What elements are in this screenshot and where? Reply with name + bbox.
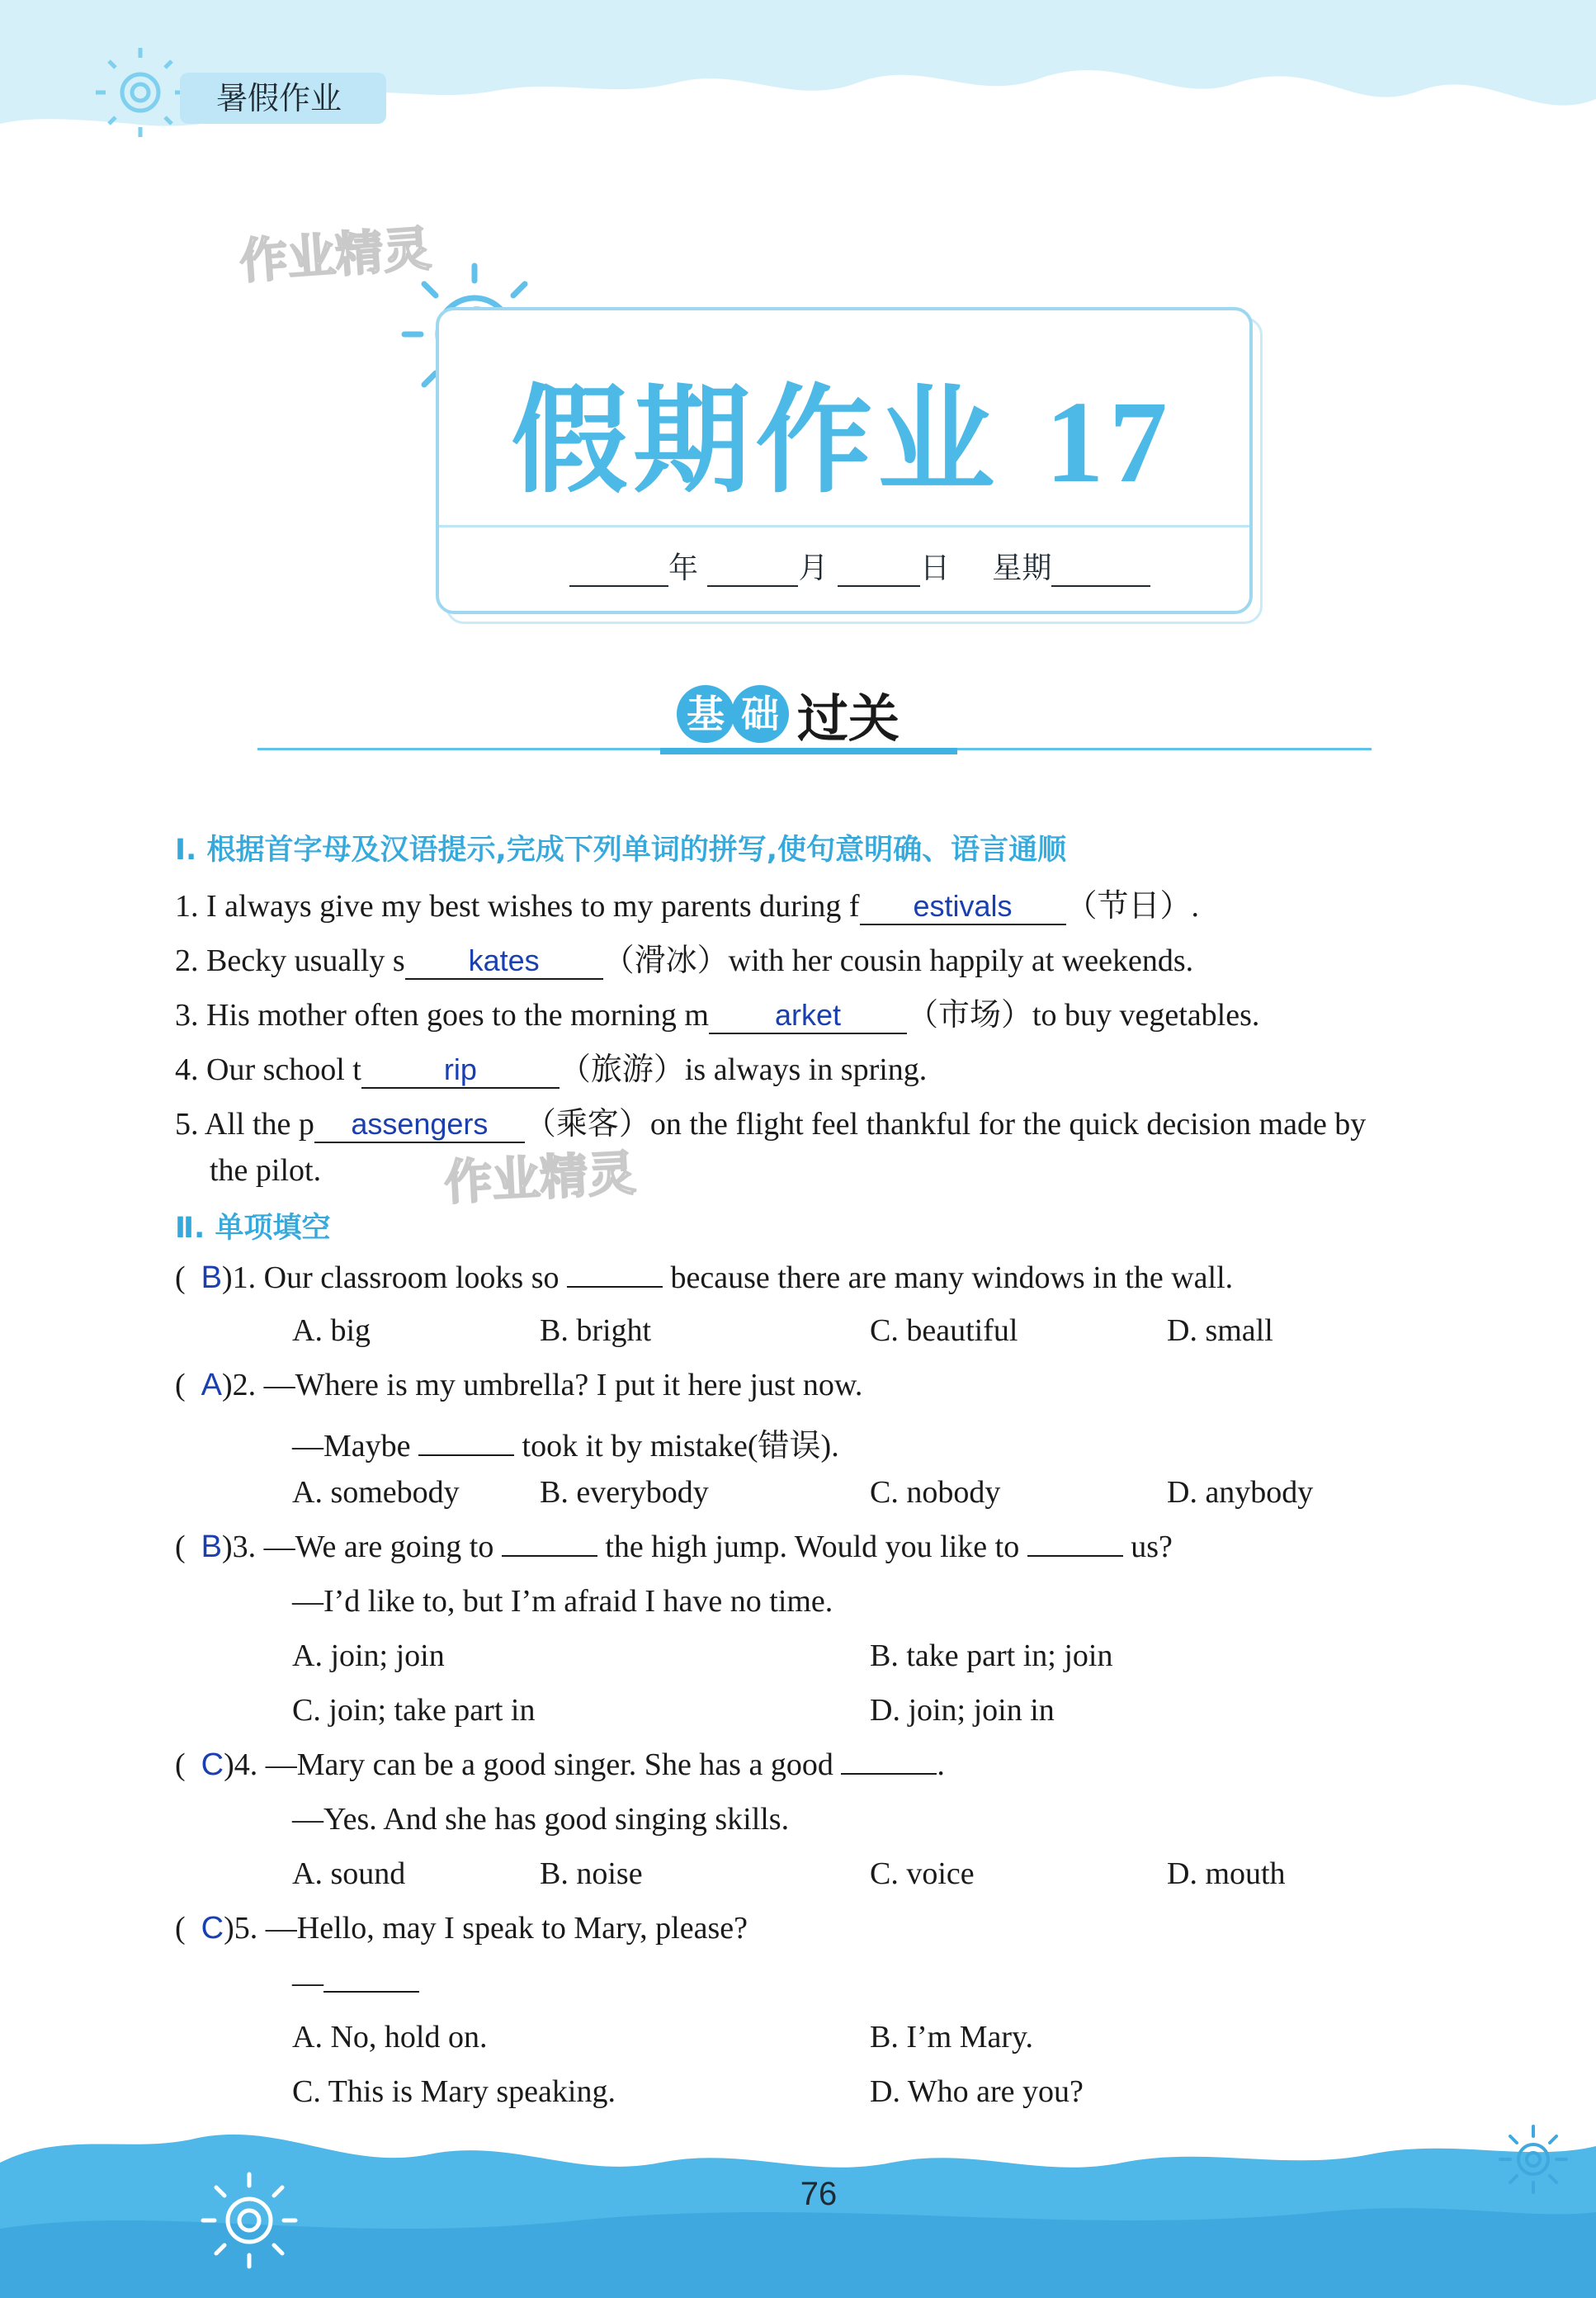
- answer-blank[interactable]: estivals: [860, 889, 1066, 925]
- option[interactable]: C. join; take part in: [292, 1693, 536, 1728]
- part1-item-5-cont: the pilot.: [210, 1153, 322, 1188]
- option[interactable]: D. anybody: [1167, 1475, 1314, 1510]
- option[interactable]: D. small: [1167, 1313, 1273, 1348]
- mc-question-5-line2: —: [292, 1965, 419, 2001]
- option[interactable]: C. This is Mary speaking.: [292, 2074, 616, 2109]
- mc-question-4: ( C)4. —Mary can be a good singer. She has a good .: [175, 1747, 945, 1782]
- section-circle-1: 基: [677, 685, 734, 743]
- option[interactable]: B. take part in; join: [870, 1638, 1113, 1673]
- option[interactable]: A. sound: [292, 1856, 406, 1891]
- part1-item-5: 5. All the p assengers （乘客）on the flight feel thankful for the quick decision made by: [175, 1107, 1367, 1142]
- day-label: 日: [919, 551, 950, 585]
- option[interactable]: D. mouth: [1167, 1856, 1286, 1891]
- watermark: 作业精灵: [442, 1144, 637, 1212]
- day-blank[interactable]: [838, 557, 920, 587]
- mc-answer[interactable]: B: [201, 1260, 223, 1295]
- option[interactable]: D. Who are you?: [870, 2074, 1084, 2109]
- question-blank[interactable]: [1027, 1530, 1123, 1557]
- answer-blank[interactable]: arket: [709, 998, 907, 1034]
- question-blank[interactable]: [567, 1261, 663, 1288]
- option[interactable]: A. join; join: [292, 1638, 445, 1673]
- mc-question-5: ( C)5. —Hello, may I speak to Mary, please?: [175, 1911, 748, 1946]
- option[interactable]: B. I’m Mary.: [870, 2020, 1034, 2054]
- section-heading: [677, 677, 900, 751]
- weekday-label: 星期: [992, 551, 1052, 585]
- mc-answer[interactable]: C: [201, 1747, 224, 1782]
- month-label: 月: [798, 551, 829, 585]
- title-divider: [439, 525, 1249, 527]
- option[interactable]: B. noise: [540, 1856, 643, 1891]
- mc-question-3: ( B)3. —We are going to the high jump. Would you like to us?: [175, 1530, 1173, 1564]
- section-heading-rest: 过关: [797, 688, 900, 749]
- part2-title: Ⅱ. 单项填空: [175, 1212, 331, 1245]
- year-label: 年: [668, 551, 699, 585]
- weekday-blank[interactable]: [1051, 557, 1150, 587]
- part1-item-1: 1. I always give my best wishes to my parents during f estivals （节日）.: [175, 889, 1200, 924]
- mc-question-2: ( A)2. —Where is my umbrella? I put it here just now.: [175, 1368, 863, 1402]
- mc-answer[interactable]: C: [201, 1911, 224, 1946]
- answer-blank[interactable]: assengers: [314, 1107, 525, 1143]
- question-blank[interactable]: [502, 1530, 597, 1557]
- mc-answer[interactable]: A: [201, 1368, 223, 1402]
- title-prefix: 假期作业: [511, 373, 1000, 509]
- question-blank[interactable]: [418, 1430, 514, 1456]
- mc-question-4-line2: —Yes. And she has good singing skills.: [292, 1802, 790, 1837]
- option[interactable]: A. No, hold on.: [292, 2020, 488, 2054]
- question-blank[interactable]: [323, 1966, 419, 1993]
- mc-question-3-line2: —I’d like to, but I’m afraid I have no time.: [292, 1584, 833, 1619]
- page-title: [437, 347, 1246, 515]
- part1-item-4: 4. Our school t rip （旅游）is always in spring.: [175, 1052, 928, 1087]
- option[interactable]: A. somebody: [292, 1475, 460, 1510]
- option[interactable]: D. join; join in: [870, 1693, 1055, 1728]
- section-rule-accent: [660, 748, 957, 754]
- answer-blank[interactable]: kates: [405, 943, 603, 980]
- title-number: 17: [1045, 376, 1173, 507]
- option[interactable]: A. big: [292, 1313, 371, 1348]
- part1-item-3: 3. His mother often goes to the morning m arket （市场）to buy vegetables.: [175, 998, 1260, 1033]
- option[interactable]: B. everybody: [540, 1475, 709, 1510]
- option[interactable]: C. beautiful: [870, 1313, 1018, 1348]
- mc-answer[interactable]: B: [201, 1530, 223, 1564]
- answer-blank[interactable]: rip: [361, 1052, 560, 1089]
- section-circle-2: 础: [731, 685, 789, 743]
- sun-icon: [1492, 2118, 1575, 2201]
- option[interactable]: C. nobody: [870, 1475, 1001, 1510]
- part1-title: Ⅰ. 根据首字母及汉语提示,完成下列单词的拼写,使句意明确、语言通顺: [175, 834, 1067, 867]
- option[interactable]: B. bright: [540, 1313, 652, 1348]
- date-line: [569, 545, 1180, 587]
- watermark: 作业精灵: [238, 220, 433, 290]
- part1-item-2: 2. Becky usually s kates （滑冰）with her cousin happily at weekends.: [175, 943, 1194, 978]
- mc-question-2-line2: —Maybe took it by mistake(错误).: [292, 1429, 839, 1463]
- year-blank[interactable]: [569, 557, 668, 587]
- header-tag: 暑假作业: [180, 73, 386, 124]
- mc-question-1: ( B)1. Our classroom looks so because there are many windows in the wall.: [175, 1260, 1234, 1295]
- page-number: 76: [800, 2176, 838, 2212]
- option[interactable]: C. voice: [870, 1856, 975, 1891]
- question-blank[interactable]: [841, 1748, 937, 1775]
- month-blank[interactable]: [707, 557, 798, 587]
